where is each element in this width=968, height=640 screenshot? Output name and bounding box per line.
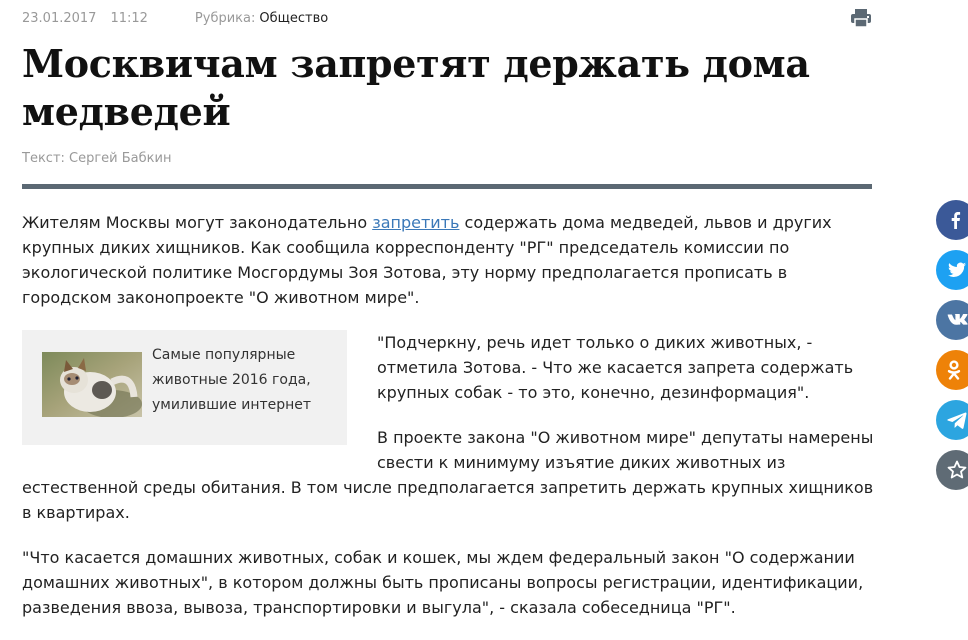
publish-time: 11:12 <box>110 10 148 26</box>
publish-date: 23.01.2017 <box>22 10 97 26</box>
odnoklassniki-share-button[interactable] <box>936 350 968 390</box>
share-panel <box>936 200 968 500</box>
twitter-share-button[interactable] <box>936 250 968 290</box>
twitter-icon <box>947 261 967 279</box>
paragraph-3: В проекте закона "О животном мире" депутаты намерены свести к минимуму изъятие диких животных из естественной среды обитания. В том числе предполагается запретить держать крупных хищников в квартирах. <box>22 428 874 522</box>
paragraph-1 <box>22 210 874 310</box>
odnoklassniki-icon <box>947 360 961 380</box>
paragraph-1-end: содержать дома медведей, львов и других крупных диких хищников. Как сообщила корреспонденту "РГ" председатель комиссии по экологической политике Мосгордумы Зоя Зотова, эту норму предполагается прописать в городском законопроекте "О животном мире". <box>22 213 832 307</box>
vk-icon <box>947 313 968 327</box>
related-article-image[interactable] <box>42 352 142 417</box>
author-byline: Текст: Сергей Бабкин <box>22 151 172 166</box>
article-meta <box>22 9 328 27</box>
telegram-share-button[interactable] <box>936 400 968 440</box>
facebook-share-button[interactable] <box>936 200 968 240</box>
title-divider <box>22 184 872 189</box>
related-article-title[interactable]: Самые популярные животные 2016 года, умилившие интернет <box>152 347 312 413</box>
facebook-icon <box>947 211 965 229</box>
rubric-link[interactable]: Общество <box>259 10 329 26</box>
print-icon[interactable] <box>850 8 874 28</box>
paragraph-1-start: Жителям Москвы могут законодательно <box>22 213 373 232</box>
article-title: Москвичам запретят держать дома медведей <box>22 41 810 134</box>
rubric-label: Рубрика: <box>194 10 256 26</box>
bookmark-star-icon <box>947 460 967 480</box>
telegram-icon <box>947 411 967 429</box>
paragraph-2: "Подчеркну, речь идет только о диких животных, - отметила Зотова. - Что же касается запрета содержать крупных собак - то это, конечно, дезинформация". <box>377 333 854 402</box>
article-body <box>22 210 874 640</box>
related-article-card[interactable] <box>22 330 347 445</box>
paragraph-4: "Что касается домашних животных, собак и кошек, мы ждем федеральный закон "О содержании домашних животных", в котором должны быть прописаны вопросы регистрации, идентификации, разведения ввоза, вывоза, транспортировки и выгула", - сказала собеседница "РГ". <box>22 548 864 617</box>
vk-share-button[interactable] <box>936 300 968 340</box>
bookmark-button[interactable] <box>936 450 968 490</box>
forbid-link[interactable]: запретить <box>372 213 460 232</box>
